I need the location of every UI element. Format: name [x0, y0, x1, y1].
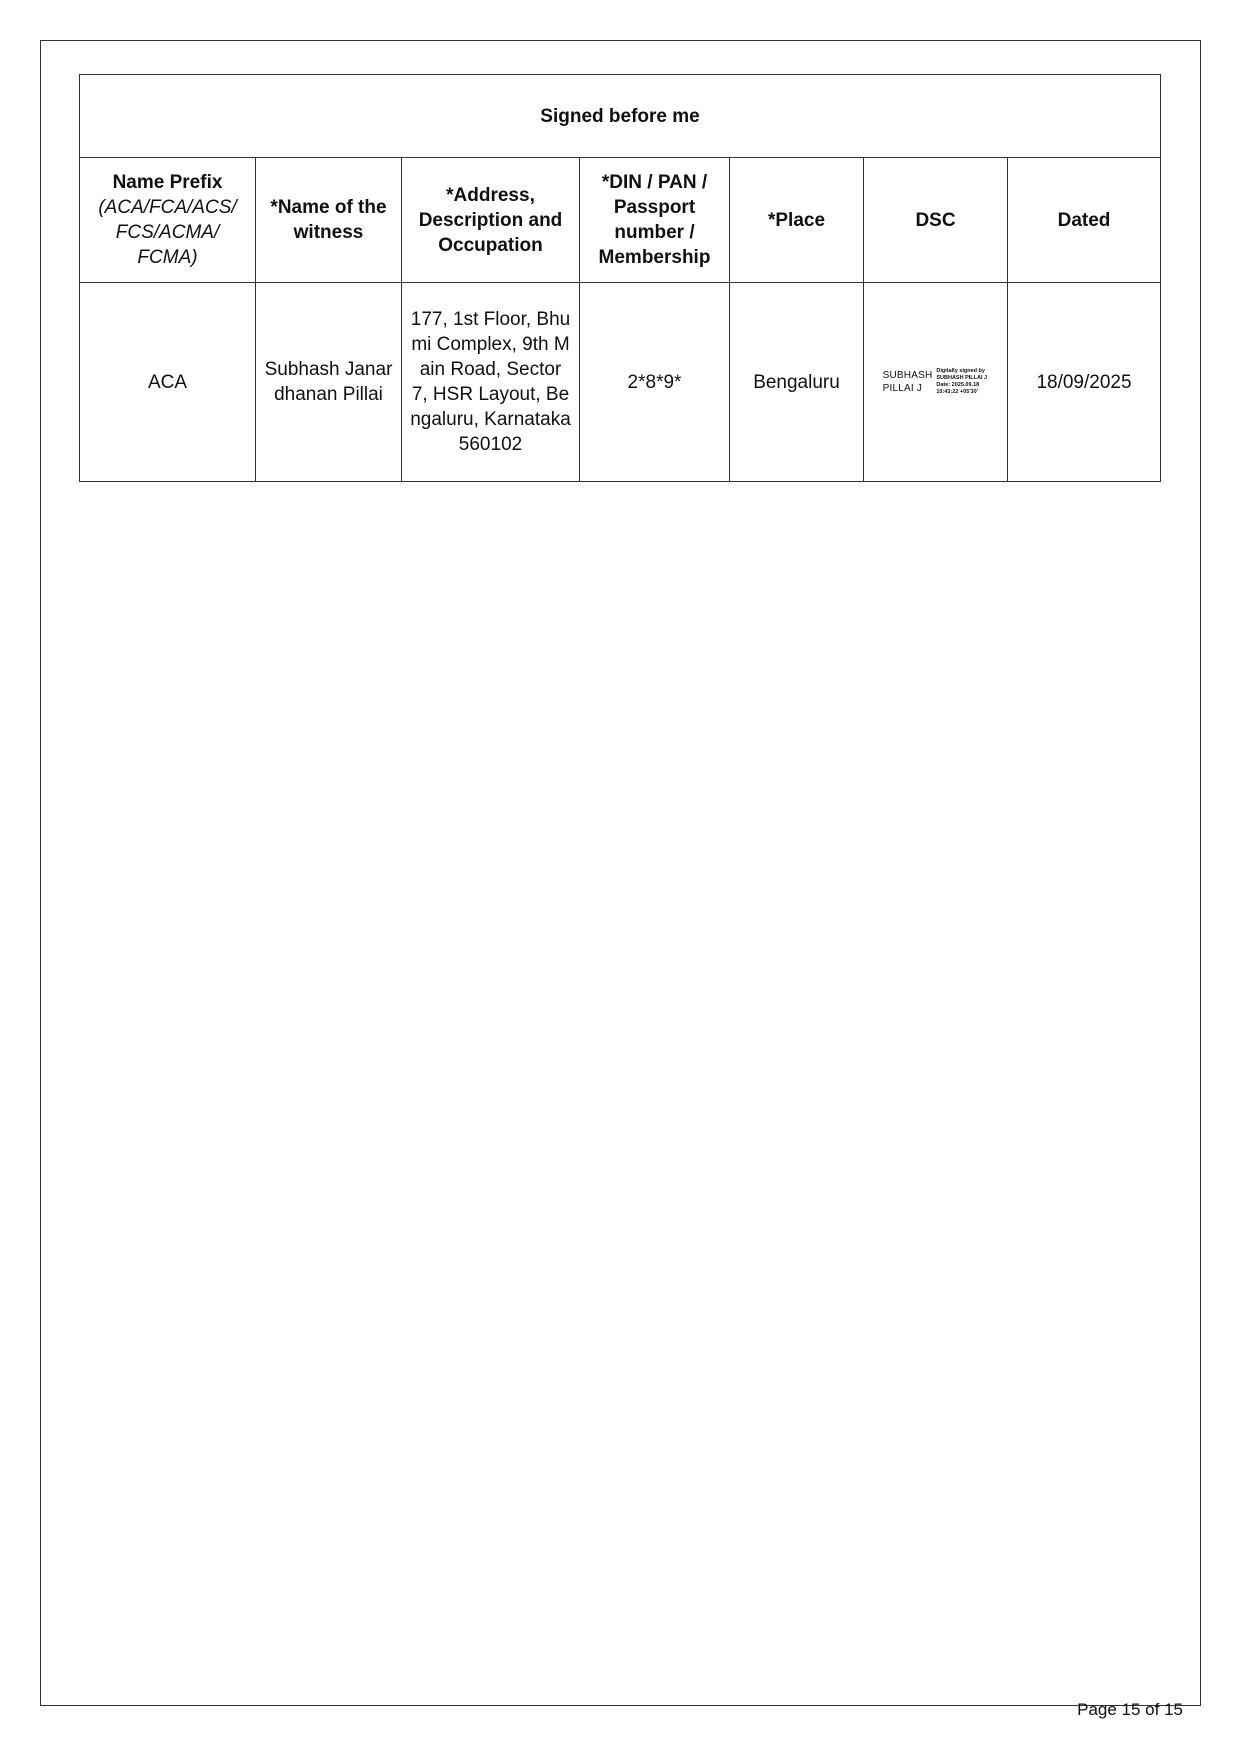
dsc-signer-name: [883, 369, 933, 395]
cell-dated: 18/09/2025: [1008, 283, 1161, 482]
cell-din: 2*8*9*: [580, 283, 730, 482]
header-place: *Place: [730, 158, 864, 283]
header-dsc: DSC: [864, 158, 1008, 283]
cell-witness-name: [256, 283, 402, 482]
header-name-prefix-label: Name Prefix: [112, 172, 223, 193]
witness-name-text: Subhash Janardhanan Pillai: [264, 359, 393, 405]
table-row: [80, 283, 1161, 482]
address-text: 177, 1st Floor, Bhumi Complex, 9th Main Road, Sector 7, HSR Layout, Bengaluru, Karnataka 560102: [410, 309, 571, 455]
signature-table: [79, 74, 1161, 482]
cell-dsc: [864, 283, 1008, 482]
header-din: *DIN / PAN / Passport number / Membership: [580, 158, 730, 283]
table-title: Signed before me: [80, 75, 1161, 158]
dsc-name-line2: PILLAI J: [882, 383, 923, 394]
cell-prefix: ACA: [80, 283, 256, 482]
header-witness-name: *Name of the witness: [256, 158, 402, 283]
header-address: *Address, Description and Occupation: [402, 158, 580, 283]
dsc-name-line1: SUBHASH: [882, 370, 933, 381]
digital-signature: [872, 368, 999, 396]
page-number: Page 15 of 15: [1077, 1700, 1183, 1719]
header-name-prefix: [80, 158, 256, 283]
cell-address: [402, 283, 580, 482]
header-dated: Dated: [1008, 158, 1161, 283]
header-name-prefix-options: (ACA/FCA/ACS/ FCS/ACMA/ FCMA): [98, 197, 237, 268]
dsc-detail-text: Digitally signed by SUBHASH PILLAI J Date: 2025.09.18 10:43:22 +05'30': [936, 368, 988, 395]
cell-place: Bengaluru: [730, 283, 864, 482]
